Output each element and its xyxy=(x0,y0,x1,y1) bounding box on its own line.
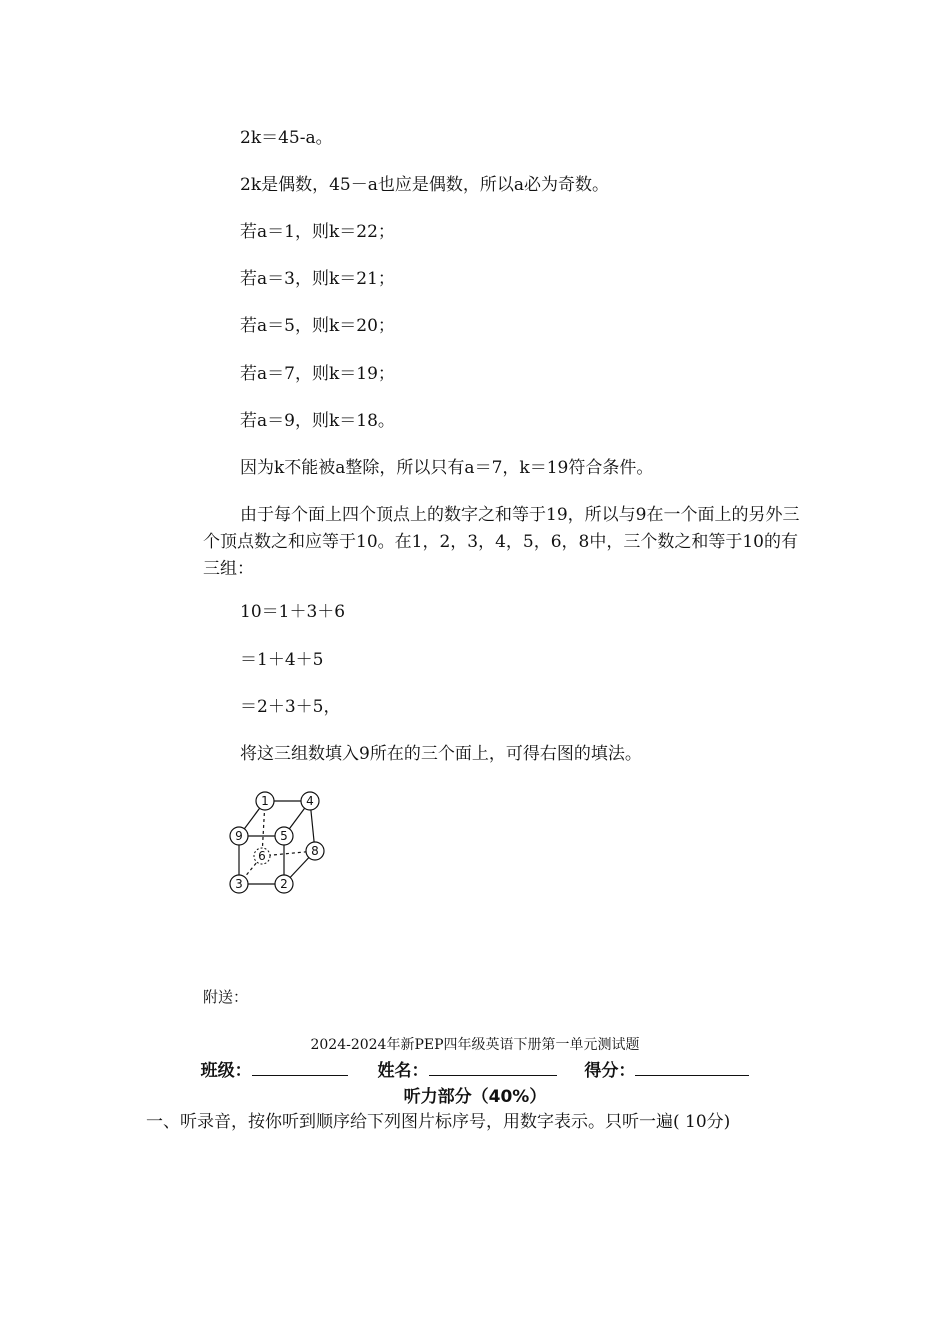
line-1: 2k＝45-a。 xyxy=(240,128,333,148)
label-front-br: 2 xyxy=(280,877,288,891)
exam-title: 2024-2024年新PEP四年级英语下册第一单元测试题 xyxy=(310,1037,640,1053)
question-1: 一、听录音，按你听到顺序给下列图片标序号，用数字表示。只听一遍( 10分) xyxy=(146,1112,731,1132)
conclusion-line: 将这三组数填入9所在的三个面上，可得右图的填法。 xyxy=(240,744,642,764)
label-front-tl: 9 xyxy=(235,829,243,843)
cube-diagram xyxy=(222,786,334,898)
line-2: 2k是偶数，45－a也应是偶数，所以a必为奇数。 xyxy=(240,175,610,195)
paragraph xyxy=(203,502,803,583)
label-back-tr: 4 xyxy=(306,794,314,808)
equation-2: ＝1＋4＋5 xyxy=(240,650,324,670)
name-blank[interactable] xyxy=(429,1059,557,1076)
exam-info xyxy=(0,1056,950,1081)
score-label: 得分： xyxy=(584,1061,636,1081)
line-3: 若a＝1，则k＝22； xyxy=(240,222,395,242)
fusong-label: 附送： xyxy=(203,988,249,1006)
label-back-tl: 1 xyxy=(261,794,269,808)
line-7: 若a＝9，则k＝18。 xyxy=(240,411,395,431)
line-5: 若a＝5，则k＝20； xyxy=(240,316,395,336)
line-8: 因为k不能被a整除，所以只有a＝7，k＝19符合条件。 xyxy=(240,458,654,478)
score-blank[interactable] xyxy=(635,1059,749,1076)
label-front-bl: 3 xyxy=(235,877,243,891)
line-6: 若a＝7，则k＝19； xyxy=(240,364,395,384)
class-blank[interactable] xyxy=(252,1059,348,1076)
name-label: 姓名： xyxy=(377,1061,429,1081)
equation-3: ＝2＋3＋5， xyxy=(240,697,341,717)
label-front-tr: 5 xyxy=(280,829,288,843)
equation-1: 10＝1＋3＋6 xyxy=(240,602,346,622)
label-back-br: 8 xyxy=(311,844,319,858)
paragraph-text: 由于每个面上四个顶点上的数字之和等于19，所以与9在一个面上的另外三个顶点数之和应等于10。在1，2，3，4，5，6，8中，三个数之和等于10的有三组： xyxy=(203,505,800,579)
class-label: 班级： xyxy=(200,1061,252,1081)
line-4: 若a＝3，则k＝21； xyxy=(240,269,395,289)
section-title: 听力部分（40%） xyxy=(403,1087,547,1107)
label-back-bl: 6 xyxy=(258,849,266,863)
